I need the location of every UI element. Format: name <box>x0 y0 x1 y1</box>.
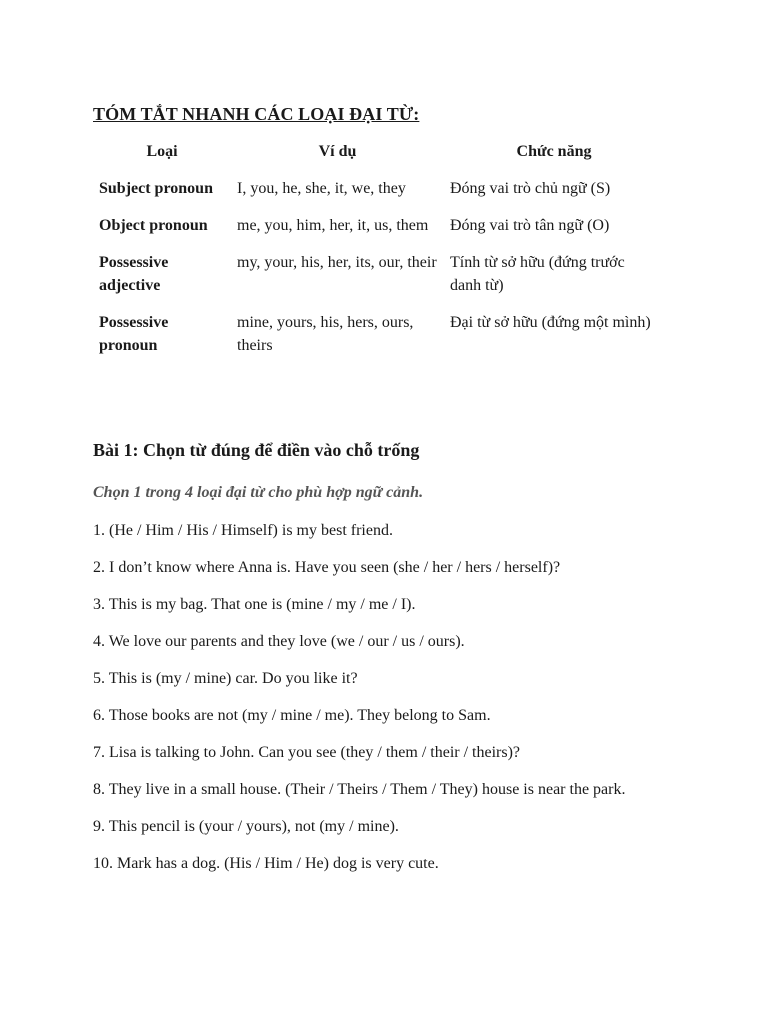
cell-function: Đóng vai trò chủ ngữ (S) <box>450 180 611 197</box>
exercise-instruction: Chọn 1 trong 4 loại đại từ cho phù hợp ngữ cảnh. <box>93 484 424 501</box>
table-header-example: Ví dụ <box>318 143 357 160</box>
exercise-item: 7. Lisa is talking to John. Can you see (they / them / their / theirs)? <box>93 744 521 761</box>
table-header-function: Chức năng <box>516 143 592 160</box>
table-row <box>93 212 664 249</box>
pronoun-summary-table <box>93 138 664 369</box>
table-header-type: Loại <box>146 143 178 160</box>
exercise-item: 5. This is (my / mine) car. Do you like it? <box>93 670 358 687</box>
exercise-item: 6. Those books are not (my / mine / me). They belong to Sam. <box>93 707 491 724</box>
exercise-item: 10. Mark has a dog. (His / Him / He) dog is very cute. <box>93 855 439 872</box>
cell-type: Object pronoun <box>99 217 208 234</box>
cell-type: Subject pronoun <box>99 180 213 197</box>
exercise-title: Bài 1: Chọn từ đúng để điền vào chỗ trống <box>93 440 420 460</box>
table-row <box>93 249 664 309</box>
cell-type: Possessive adjective <box>99 254 169 294</box>
exercise-item: 1. (He / Him / His / Himself) is my best friend. <box>93 522 393 539</box>
table-row <box>93 309 664 369</box>
exercise-item: 8. They live in a small house. (Their / Theirs / Them / They) house is near the park. <box>93 781 626 798</box>
exercise-item: 3. This is my bag. That one is (mine / my / me / I). <box>93 596 416 613</box>
exercise-item: 4. We love our parents and they love (we / our / us / ours). <box>93 633 465 650</box>
cell-function: Đóng vai trò tân ngữ (O) <box>450 217 610 234</box>
table-row <box>93 175 664 212</box>
exercise-item: 2. I don’t know where Anna is. Have you seen (she / her / hers / herself)? <box>93 559 561 576</box>
cell-example: I, you, he, she, it, we, they <box>237 180 406 197</box>
page-title: TÓM TẮT NHANH CÁC LOẠI ĐẠI TỪ: <box>93 104 420 124</box>
cell-type: Possessive pronoun <box>99 314 169 354</box>
cell-function: Đại từ sở hữu (đứng một mình) <box>450 314 651 331</box>
cell-example: me, you, him, her, it, us, them <box>237 217 429 234</box>
cell-example: my, your, his, her, its, our, their <box>237 254 437 271</box>
exercise-item: 9. This pencil is (your / yours), not (my / mine). <box>93 818 399 835</box>
table-header-row <box>93 138 664 175</box>
cell-function: Tính từ sở hữu (đứng trước danh từ) <box>450 254 625 294</box>
cell-example: mine, yours, his, hers, ours, theirs <box>237 314 414 354</box>
exercise-list <box>93 520 673 890</box>
